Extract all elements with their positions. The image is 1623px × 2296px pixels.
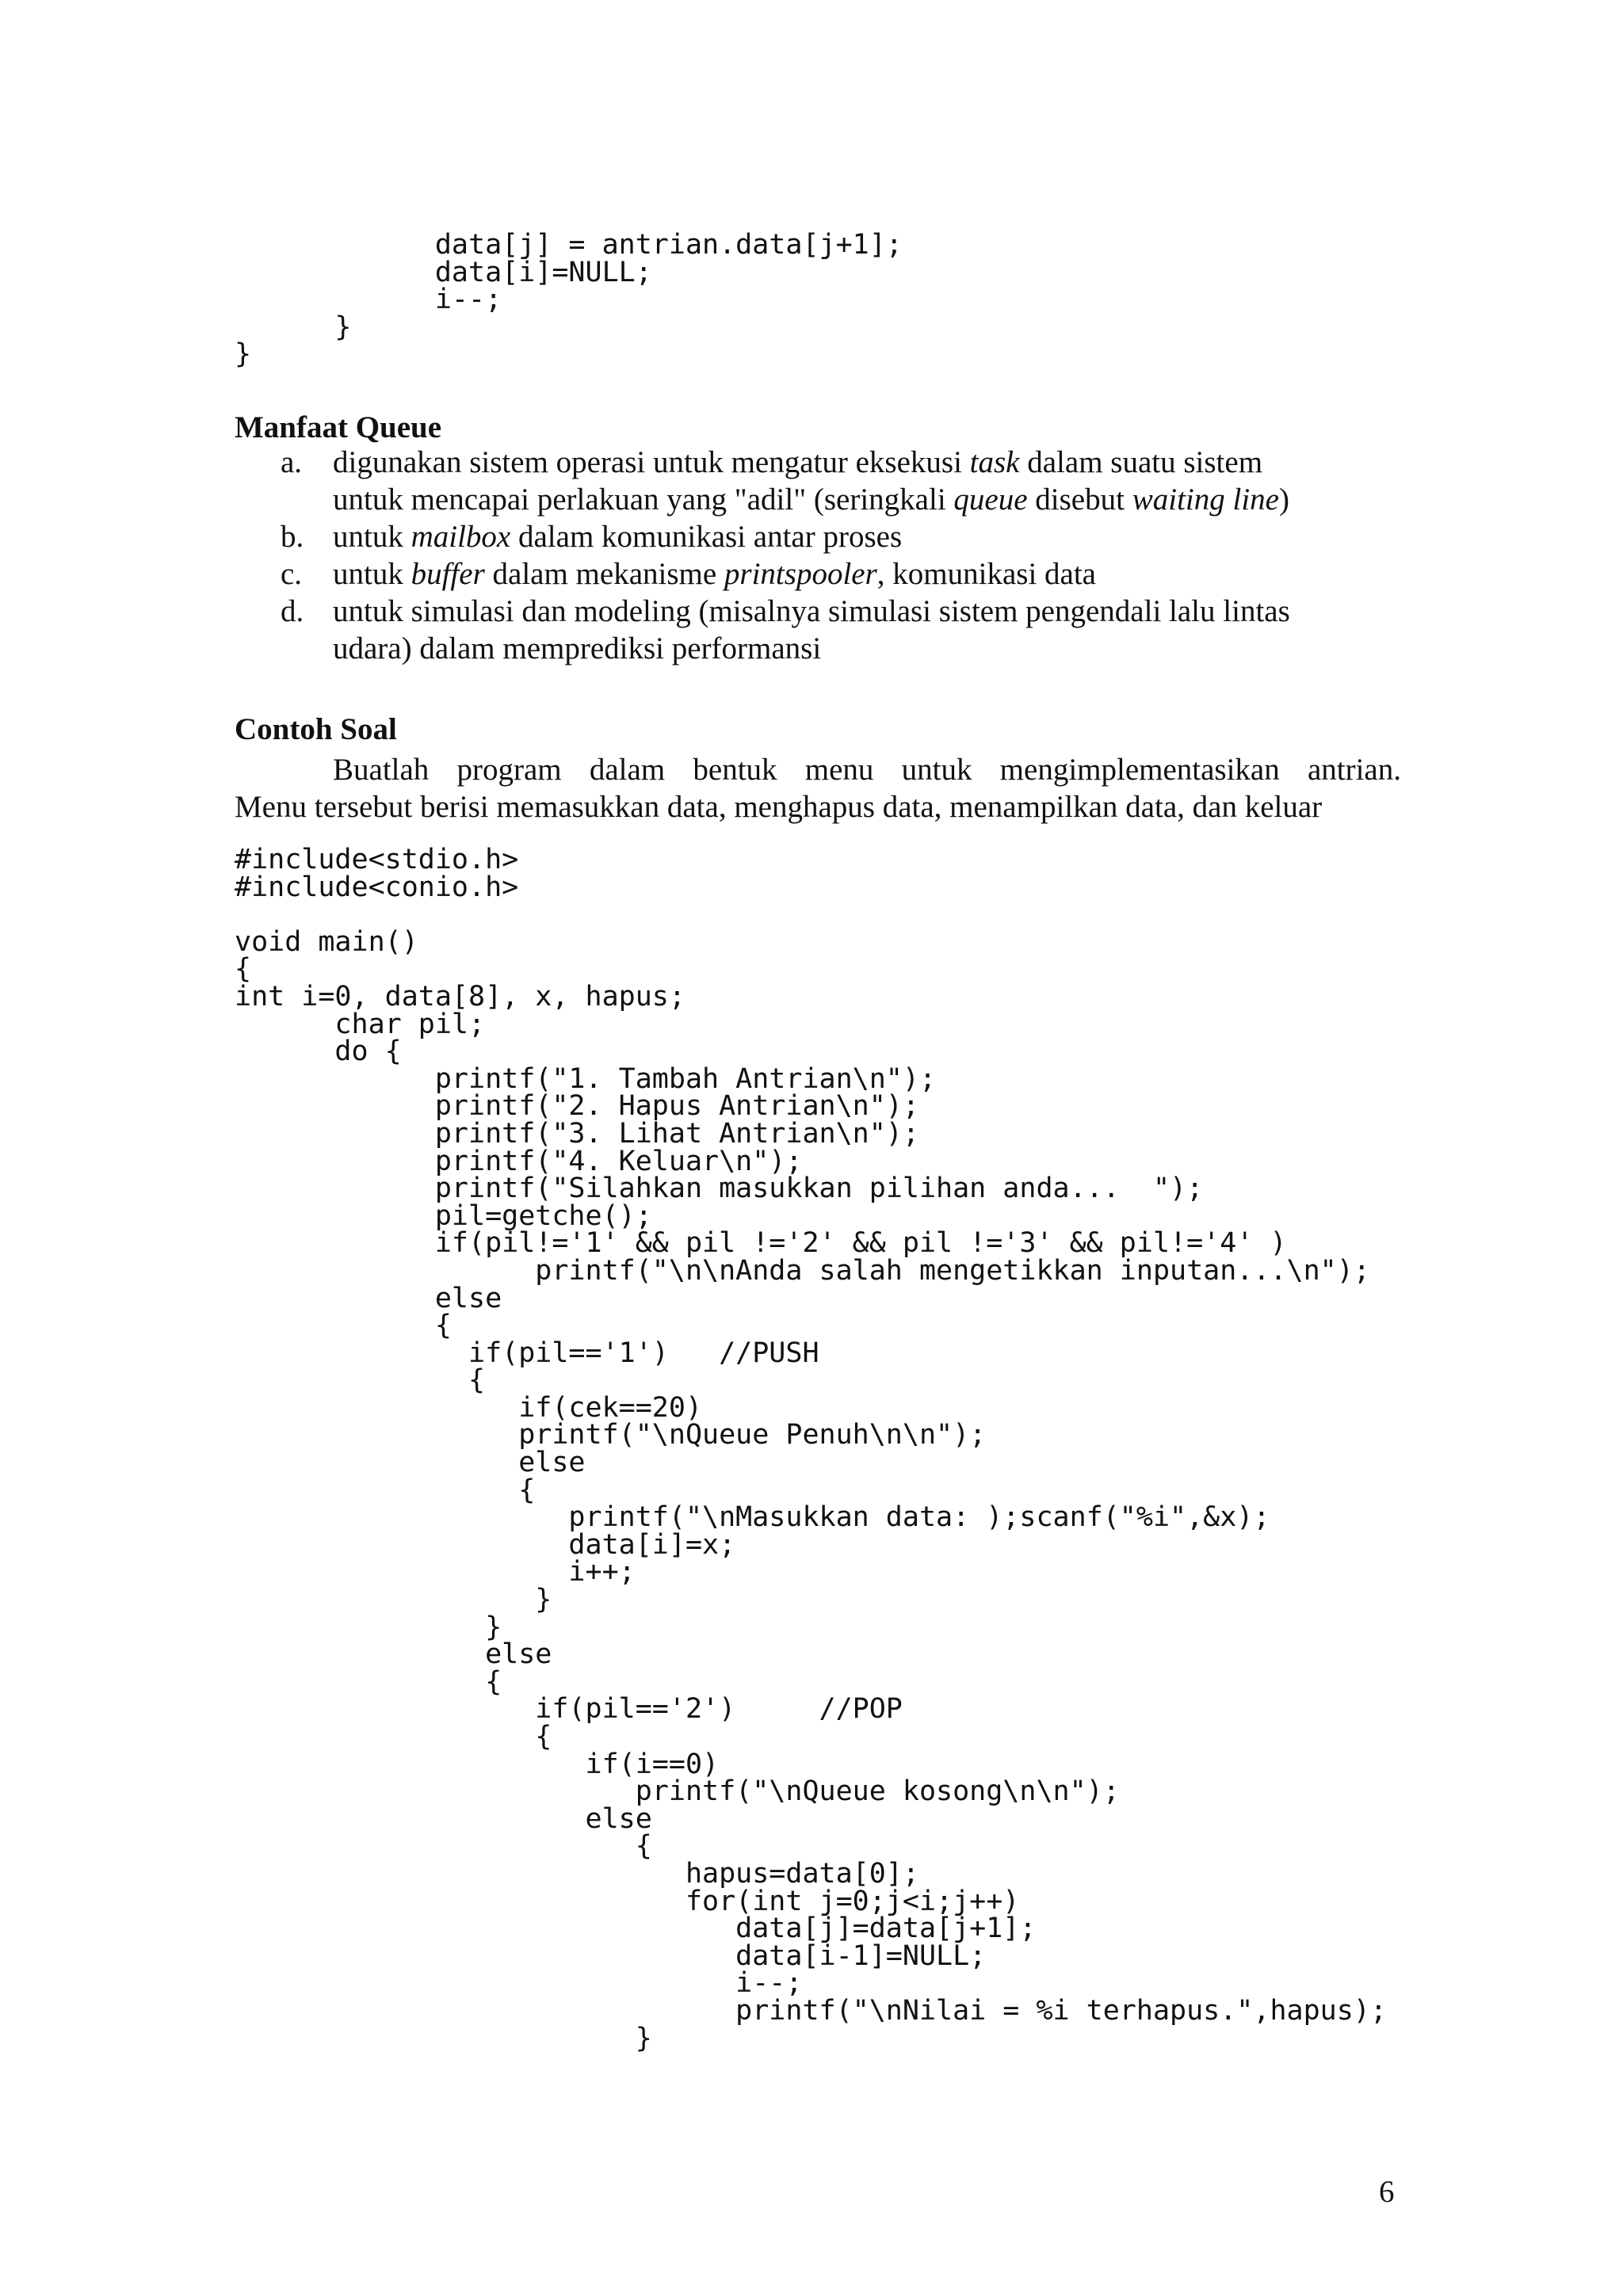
code-line: } (235, 1611, 502, 1643)
code-line: printf("\nQueue Penuh\n\n"); (235, 1419, 987, 1451)
code-line: { (235, 1721, 552, 1753)
list-marker: b. (281, 520, 304, 554)
list-item-line: untuk buffer dalam mekanisme printspooler, komunikasi data (333, 557, 1096, 591)
code-line: data[j]=data[j+1]; (235, 1913, 1037, 1945)
list-item (235, 593, 1384, 667)
code-line: } (235, 1584, 552, 1616)
code-line: if(cek==20) (235, 1391, 703, 1424)
list-item-line: untuk mailbox dalam komunikasi antar proses (333, 520, 903, 554)
code-line: printf("\nMasukkan data: );scanf("%i",&x); (235, 1501, 1270, 1534)
code-line: printf("\nNilai = %i terhapus.",hapus); (235, 1994, 1387, 2027)
list-marker: d. (281, 594, 304, 628)
code-line: } (235, 2022, 652, 2054)
code-line: { (235, 1364, 486, 1397)
heading-manfaat-queue: Manfaat Queue (235, 410, 442, 444)
code-line: void main() (235, 925, 418, 958)
code-line: else (235, 1282, 502, 1314)
code-line: data[i-1]=NULL; (235, 1939, 987, 1972)
code-line: printf("Silahkan masukkan pilihan anda... "); (235, 1173, 1204, 1205)
code-line: { (235, 1665, 502, 1698)
paragraph-line-2: Menu tersebut berisi memasukkan data, menghapus data, menampilkan data, dan keluar (235, 790, 1323, 824)
code-line: #include<conio.h> (235, 871, 519, 903)
code-line: data[i]=x; (235, 1528, 736, 1561)
code-line: { (235, 1830, 652, 1863)
code-line: do { (235, 1035, 402, 1068)
problem-paragraph (235, 751, 1401, 826)
code-line (235, 901, 1387, 929)
code-line: { (235, 1310, 452, 1342)
code-line: printf("1. Tambah Antrian\n"); (235, 1062, 937, 1095)
list-marker: a. (281, 445, 303, 479)
code-line: i--; (235, 1967, 803, 2000)
code-line: } (235, 338, 252, 371)
code-line: printf("\nQueue kosong\n\n"); (235, 1775, 1120, 1808)
list-item-line: untuk mencapai perlakuan yang "adil" (seringkali queue disebut waiting line) (333, 482, 1289, 517)
code-line: printf("\n\nAnda salah mengetikkan inputan...\n"); (235, 1254, 1370, 1287)
code-line: if(pil=='2') //POP (235, 1693, 903, 1726)
code-line: char pil; (235, 1008, 486, 1040)
list-item-line: untuk simulasi dan modeling (misalnya simulasi sistem pengendali lalu lintas (333, 594, 1290, 628)
heading-contoh-soal: Contoh Soal (235, 712, 397, 746)
code-line: if(pil!='1' && pil !='2' && pil !='3' && pil!='4' ) (235, 1227, 1287, 1260)
code-line: printf("4. Keluar\n"); (235, 1145, 803, 1177)
code-block-main (235, 846, 1387, 2052)
code-line: hapus=data[0]; (235, 1857, 919, 1890)
paragraph-line-1: Buatlah program dalam bentuk menu untuk mengimplementasikan antrian. (333, 753, 1401, 787)
list-item (235, 555, 1384, 593)
code-line: for(int j=0;j<i;j++) (235, 1885, 1020, 1917)
list-item-line: digunakan sistem operasi untuk mengatur eksekusi task dalam suatu sistem (333, 445, 1263, 479)
code-line: i--; (235, 284, 502, 316)
code-line: else (235, 1638, 552, 1671)
code-line: i++; (235, 1556, 636, 1589)
list-item (235, 518, 1384, 555)
code-line: #include<stdio.h> (235, 844, 519, 875)
code-line: data[i]=NULL; (235, 256, 652, 288)
list-item (235, 444, 1384, 518)
code-block-top (235, 229, 903, 371)
page-number: 6 (1379, 2175, 1395, 2209)
code-line: { (235, 1474, 536, 1506)
benefit-list (235, 444, 1384, 667)
code-line: data[j] = antrian.data[j+1]; (235, 229, 903, 261)
list-item-line: udara) dalam memprediksi performansi (333, 631, 822, 666)
code-line: } (235, 311, 352, 343)
code-line: printf("3. Lihat Antrian\n"); (235, 1117, 919, 1150)
code-line: printf("2. Hapus Antrian\n"); (235, 1090, 919, 1123)
code-line: { (235, 953, 252, 986)
code-line: if(pil=='1') //PUSH (235, 1337, 819, 1369)
list-marker: c. (281, 557, 303, 591)
code-line: if(i==0) (235, 1748, 720, 1780)
code-line: else (235, 1447, 586, 1479)
code-line: int i=0, data[8], x, hapus; (235, 980, 685, 1013)
code-line: pil=getche(); (235, 1199, 652, 1232)
code-line: else (235, 1802, 652, 1835)
